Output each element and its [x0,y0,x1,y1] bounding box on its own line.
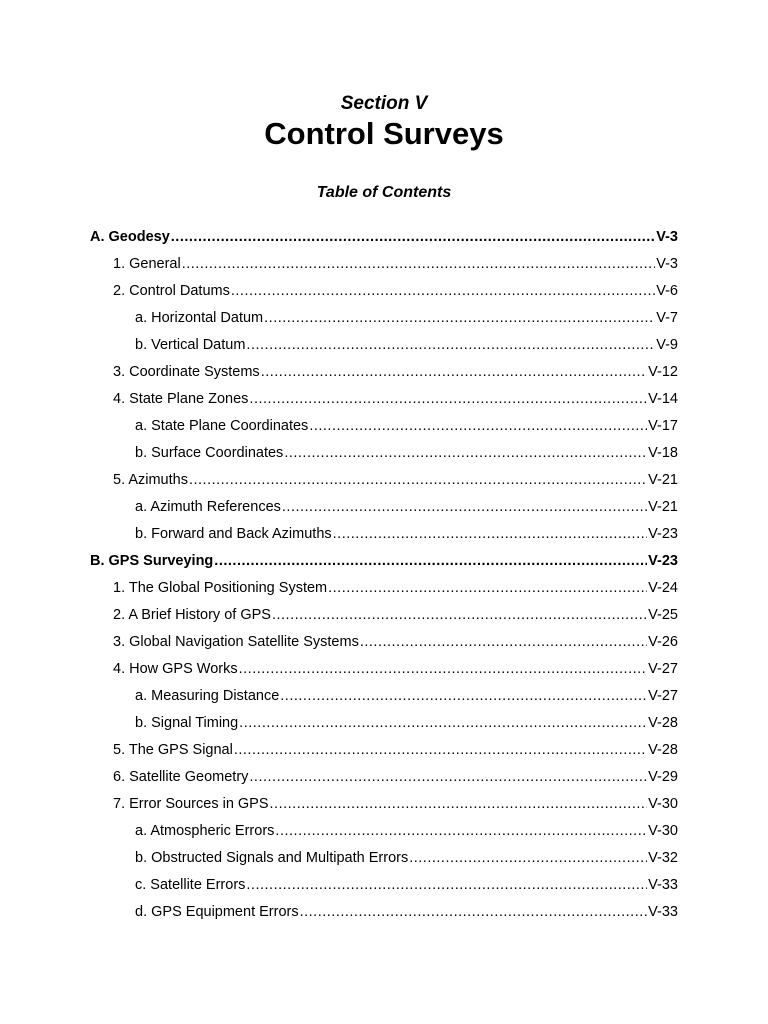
toc-entry[interactable] [0,494,678,521]
toc-entry-page: V-6 [656,283,678,299]
toc-entry[interactable] [0,305,678,332]
dot-leader [409,845,647,872]
dot-leader [270,791,648,818]
toc-entry-title: 3. Global Navigation Satellite Systems [113,634,359,650]
toc-entry[interactable] [0,872,678,899]
toc-entry[interactable] [0,899,678,926]
toc-entry-title: b. Surface Coordinates [135,445,284,461]
toc-entry-title: a. Horizontal Datum [135,310,264,326]
toc-entry-page: V-28 [648,715,678,731]
dot-leader [261,359,647,386]
toc-entry-title: a. State Plane Coordinates [135,418,309,434]
dot-leader [272,602,647,629]
toc-entry-title: 3. Coordinate Systems [113,364,260,380]
toc-entry-title: B. GPS Surveying [90,553,214,569]
toc-entry-page: V-30 [648,823,678,839]
toc-entry-page: V-24 [648,580,678,596]
toc-entry[interactable] [0,737,678,764]
toc-entry[interactable] [0,602,678,629]
dot-leader [333,521,648,548]
toc-entry-title: b. Signal Timing [135,715,239,731]
toc-entry-title: a. Atmospheric Errors [135,823,275,839]
toc-entry-page: V-7 [656,310,678,326]
toc-entry[interactable] [0,413,678,440]
toc-entry-page: V-9 [656,337,678,353]
toc-entry-title: 2. Control Datums [113,283,230,299]
toc-entry-page: V-33 [648,877,678,893]
dot-leader [239,656,648,683]
toc-entry[interactable] [0,548,678,575]
toc-entry-page: V-32 [648,850,678,866]
table-of-contents [0,224,768,926]
dot-leader [309,413,647,440]
dot-leader [300,899,648,926]
toc-entry-title: 7. Error Sources in GPS [113,796,269,812]
toc-entry[interactable] [0,764,678,791]
toc-entry-title: 6. Satellite Geometry [113,769,249,785]
toc-entry-page: V-14 [648,391,678,407]
toc-entry-page: V-30 [648,796,678,812]
toc-entry-page: V-23 [648,553,678,569]
dot-leader [249,764,647,791]
toc-entry[interactable] [0,359,678,386]
toc-entry[interactable] [0,683,678,710]
dot-leader [249,386,647,413]
section-label: Section V [340,93,428,114]
toc-entry-page: V-33 [648,904,678,920]
dot-leader [284,440,647,467]
toc-entry-page: V-12 [648,364,678,380]
dot-leader [282,494,647,521]
dot-leader [280,683,647,710]
toc-entry[interactable] [0,629,678,656]
dot-leader [246,332,655,359]
toc-entry-page: V-17 [648,418,678,434]
dot-leader [275,818,647,845]
toc-entry-title: d. GPS Equipment Errors [135,904,299,920]
toc-entry-title: 1. General [113,256,181,272]
toc-entry-page: V-3 [656,229,678,245]
toc-entry[interactable] [0,656,678,683]
toc-entry-title: b. Obstructed Signals and Multipath Errors [135,850,409,866]
toc-entry-title: a. Azimuth References [135,499,281,515]
toc-entry-title: 5. Azimuths [113,472,188,488]
dot-leader [171,224,655,251]
toc-entry[interactable] [0,710,678,737]
dot-leader [246,872,647,899]
toc-entry-title: a. Measuring Distance [135,688,280,704]
toc-entry-title: 2. A Brief History of GPS [113,607,271,623]
dot-leader [360,629,647,656]
toc-entry-page: V-27 [648,661,678,677]
toc-entry-page: V-27 [648,688,678,704]
toc-entry-page: V-25 [648,607,678,623]
dot-leader [214,548,647,575]
toc-entry[interactable] [0,332,678,359]
toc-entry[interactable] [0,791,678,818]
toc-entry[interactable] [0,845,678,872]
toc-entry-page: V-26 [648,634,678,650]
toc-entry[interactable] [0,251,678,278]
toc-entry-page: V-28 [648,742,678,758]
document-title: Control Surveys [264,116,504,151]
toc-entry-page: V-21 [648,499,678,515]
toc-entry-page: V-3 [656,256,678,272]
toc-entry-title: 4. State Plane Zones [113,391,249,407]
toc-entry-page: V-29 [648,769,678,785]
toc-entry[interactable] [0,818,678,845]
toc-entry[interactable] [0,467,678,494]
toc-entry-title: 4. How GPS Works [113,661,238,677]
toc-entry-title: b. Forward and Back Azimuths [135,526,332,542]
toc-entry[interactable] [0,575,678,602]
dot-leader [231,278,655,305]
toc-entry-title: 1. The Global Positioning System [113,580,328,596]
toc-entry-title: c. Satellite Errors [135,877,246,893]
dot-leader [264,305,655,332]
dot-leader [239,710,647,737]
toc-heading: Table of Contents [316,184,452,201]
toc-entry[interactable] [0,440,678,467]
dot-leader [234,737,647,764]
toc-entry[interactable] [0,521,678,548]
toc-entry[interactable] [0,224,678,251]
toc-entry[interactable] [0,386,678,413]
toc-entry-title: b. Vertical Datum [135,337,246,353]
dot-leader [328,575,647,602]
toc-entry-page: V-18 [648,445,678,461]
toc-entry-page: V-23 [648,526,678,542]
toc-entry-title: A. Geodesy [90,229,170,245]
dot-leader [189,467,647,494]
toc-entry[interactable] [0,278,678,305]
toc-entry-title: 5. The GPS Signal [113,742,233,758]
dot-leader [182,251,656,278]
toc-entry-page: V-21 [648,472,678,488]
